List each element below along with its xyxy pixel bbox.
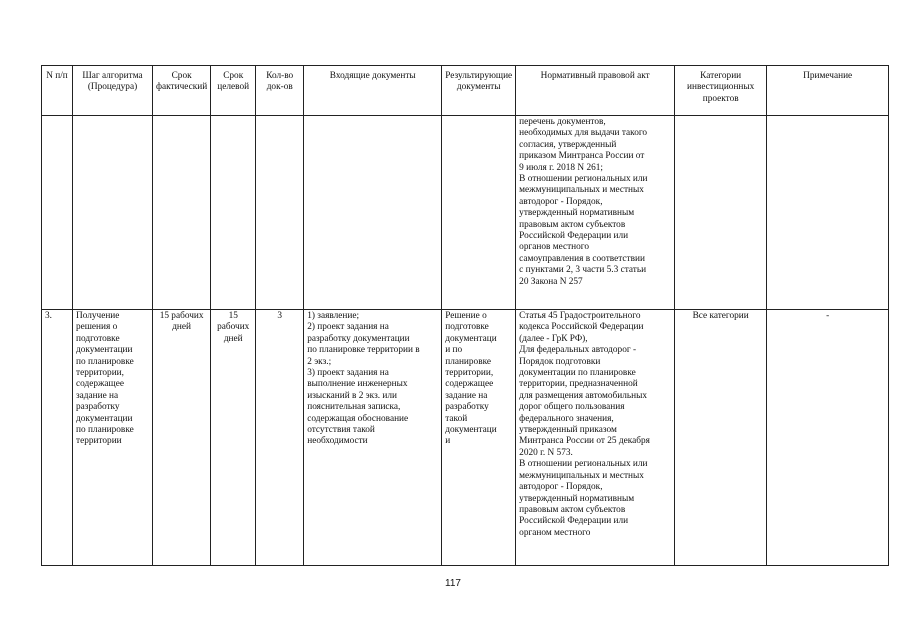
text-line: 2 экз.;: [307, 356, 332, 367]
actual-term: 15 рабочих дней: [153, 310, 211, 566]
text-line: такой: [445, 413, 468, 424]
text-line: Для федеральных автодорог -: [519, 345, 637, 356]
text-line: Порядок подготовки: [519, 356, 601, 367]
text-line: необходимости: [307, 436, 368, 447]
text-line: по планировке территории в: [307, 345, 420, 356]
text-line: 1) заявление;: [307, 311, 360, 321]
text-line: разработку: [445, 402, 489, 413]
cell-empty: [767, 116, 889, 310]
text-line: территории,: [445, 368, 494, 379]
text-line: 2) проект задания на: [307, 322, 389, 333]
text-line: 20 Закона N 257: [519, 276, 583, 287]
text-line: и по: [445, 345, 463, 356]
text-line: задание на: [445, 390, 488, 401]
text-line: 9 июля г. 2018 N 261;: [519, 162, 603, 173]
header-note: Примечание: [767, 66, 889, 116]
cell-empty: [42, 116, 73, 310]
legal-act-continuation: [516, 116, 675, 310]
result-documents: [442, 310, 516, 566]
text-line: разработку: [76, 402, 120, 413]
text-line: дорог общего пользования: [519, 402, 625, 413]
table-row: [42, 310, 889, 566]
text-line: утвержденный приказом: [519, 425, 617, 436]
text-line: изысканий в 2 экз. или: [307, 390, 397, 401]
text-line: (далее - ГрК РФ),: [519, 333, 588, 344]
cell-empty: [211, 116, 256, 310]
text-line: Минтранса России от 25 декабря: [519, 436, 650, 447]
cell-empty: [304, 116, 442, 310]
text-line: планировке: [445, 356, 492, 367]
text-line: Российской Федерации или: [519, 231, 629, 242]
text-line: документации: [76, 345, 133, 356]
text-line: для размещения автомобильных: [519, 390, 647, 401]
text-line: документации по планировке: [519, 368, 636, 379]
target-term: 15 рабочих дней: [211, 310, 256, 566]
header-target-term: Срок целевой: [211, 66, 256, 116]
text-line: органов местного: [519, 242, 590, 253]
text-line: автодорог - Порядок,: [519, 196, 603, 207]
text-line: пояснительная записка,: [307, 402, 401, 413]
header-actual-term: Срок фактический: [153, 66, 211, 116]
step-description: [73, 310, 153, 566]
text-line: 2020 г. N 573.: [519, 447, 573, 458]
input-documents: [304, 310, 442, 566]
algorithm-table: [41, 65, 889, 566]
text-line: правовым актом субъектов: [519, 504, 626, 515]
cell-empty: [442, 116, 516, 310]
text-line: правовым актом субъектов: [519, 219, 626, 230]
text-line: межмуниципальных и местных: [519, 185, 644, 196]
text-line: согласия, утвержденный: [519, 139, 617, 150]
note: -: [767, 310, 889, 566]
text-line: территории, предназначенной: [519, 379, 638, 390]
text-line: содержащее: [445, 379, 494, 390]
text-line: решения о: [76, 322, 118, 333]
text-line: территории,: [76, 368, 124, 379]
header-num: N п/п: [42, 66, 73, 116]
text-line: разработку документации: [307, 333, 410, 344]
text-line: необходимых для выдачи такого: [519, 128, 648, 139]
text-line: и: [445, 436, 451, 447]
text-line: документаци: [445, 425, 497, 436]
text-line: перечень документов,: [519, 117, 606, 127]
text-line: подготовке: [76, 333, 120, 344]
text-line: выполнение инженерных: [307, 379, 408, 390]
cell-empty: [256, 116, 304, 310]
header-legal-act: Нормативный правовой акт: [516, 66, 675, 116]
text-line: кодекса Российской Федерации: [519, 322, 644, 333]
header-input-docs: Входящие документы: [304, 66, 442, 116]
text-line: подготовке: [445, 322, 489, 333]
header-doc-count: Кол-во док-ов: [256, 66, 304, 116]
text-line: федерального значения,: [519, 413, 614, 424]
header-categories: Категории инвестиционных проектов: [675, 66, 767, 116]
project-categories: Все категории: [675, 310, 767, 566]
text-line: утвержденный нормативным: [519, 493, 635, 504]
text-line: отсутствия такой: [307, 425, 375, 436]
cell-empty: [675, 116, 767, 310]
text-line: территории: [76, 436, 122, 447]
text-line: межмуниципальных и местных: [519, 470, 644, 481]
text-line: приказом Минтранса России от: [519, 151, 645, 162]
row-number: 3.: [42, 310, 73, 566]
cell-empty: [73, 116, 153, 310]
page-number: 117: [445, 578, 461, 589]
header-step: Шаг алгоритма (Процедура): [73, 66, 153, 116]
text-line: Решение о: [445, 311, 487, 321]
text-line: содержащее: [76, 379, 124, 390]
text-line: содержащая обоснование: [307, 413, 409, 424]
doc-count: 3: [256, 310, 304, 566]
text-line: задание на: [76, 390, 119, 401]
text-line: Статья 45 Градостроительного: [519, 311, 641, 321]
text-line: с пунктами 2, 3 части 5.3 статьи: [519, 265, 647, 276]
text-line: органом местного: [519, 527, 591, 538]
text-line: документаци: [445, 333, 497, 344]
header-row: [42, 66, 889, 116]
text-line: В отношении региональных или: [519, 174, 648, 185]
text-line: документации: [76, 413, 133, 424]
cell-empty: [153, 116, 211, 310]
text-line: самоуправления в соответствии: [519, 253, 645, 264]
header-result-docs: Результирующие документы: [442, 66, 516, 116]
text-line: 3) проект задания на: [307, 368, 389, 379]
text-line: по планировке: [76, 356, 134, 367]
text-line: Российской Федерации или: [519, 516, 629, 527]
text-line: В отношении региональных или: [519, 459, 648, 470]
legal-act: [516, 310, 675, 566]
text-line: автодорог - Порядок,: [519, 482, 603, 493]
text-line: утвержденный нормативным: [519, 208, 635, 219]
table-row-continuation: [42, 116, 889, 310]
text-line: по планировке: [76, 425, 134, 436]
text-line: Получение: [76, 311, 120, 321]
